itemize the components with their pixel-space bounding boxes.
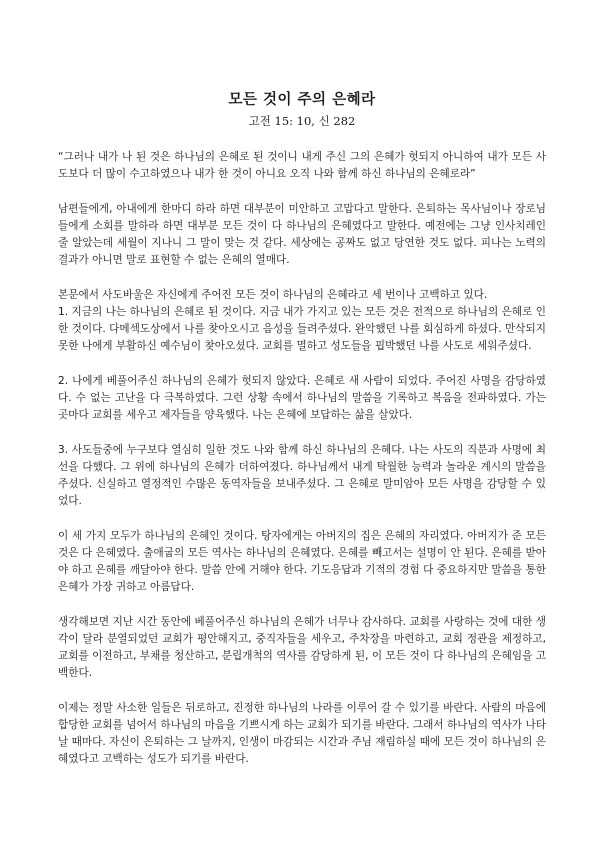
paragraph-points: [58, 287, 546, 355]
point-3: 3. 사도들중에 누구보다 열심히 일한 것도 나와 함께 하신 하나님의 은혜다. 나는 사도의 직분과 사명에 최선을 다했다. 그 위에 하나님의 은혜가 더하여졌다. 하나님께서 내게 탁월한 능력과 놀라운 계시의 말씀을 주셨다. 신실하고 열정적인 수많은 동역자들을 보내주셨다. 그 은혜로 말미암아 모든 사명을 감당할 수 있었다.: [58, 444, 546, 507]
paragraph-grace: 이 세 가지 모두가 하나님의 은혜인 것이다. 탕자에게는 아버지의 집은 은혜의 자리였다. 아버지가 준 모든 것은 다 은혜였다. 출애굽의 모든 역사는 하나님의 은혜였다. 은혜를 빼고서는 설명이 안 된다. 은혜를 받아야 하고 은혜를 깨달아야 한다. 말씀 안에 거해야 한다. 기도응답과 기적의 경험 다 중요하지만 말씀을 통한 은혜가 가장 귀하고 아름답다.: [58, 530, 546, 593]
points-intro-line: 본문에서 사도바울은 자신에게 주어진 모든 것이 하나님의 은혜라고 세 번이나 고백하고 있다.: [58, 289, 488, 301]
scripture-reference: 고전 15: 10, 신 282: [248, 114, 356, 128]
paragraph-closing: 이제는 정말 사소한 일들은 뒤로하고, 진정한 하나님의 나라를 이루어 갈 수 있기를 바란다. 사람의 마음에 합당한 교회를 넘어서 하나님의 마음을 기쁘시게 하는 교회가 되기를 바란다. 그래서 하나님의 역사가 나타날 때마다. 자신이 은퇴하는 그 날까지, 인생이 마감되는 시간과 주님 재림하실 때에 모든 것이 하나님의 은혜였다고 고백하는 성도가 되기를 바란다.: [58, 702, 546, 765]
paragraph-intro: 남편들에게, 아내에게 한마디 하라 하면 대부분이 미안하고 고맙다고 말한다. 은퇴하는 목사님이나 장로님들에게 소회를 말하라 하면 대부분 모든 것이 다 하나님의 은혜였다고 말한다. 예전에는 그냥 인사치레인 줄 알았는데 세월이 지나니 그 말이 맞는 것 같다. 세상에는 공짜도 없고 당연한 것도 없다. 피나는 노력의 결과가 아니면 말로 표현할 수 없는 은혜의 열매다.: [58, 203, 546, 266]
paragraph-gratitude: 생각해보면 지난 시간 동안에 베풀어주신 하나님의 은혜가 너무나 감사하다. 교회를 사랑하는 것에 대한 생각이 달라 분열되었던 교회가 평안해지고, 중직자들을 세우고, 주차장을 마련하고, 교회 정관을 제정하고, 교회를 이전하고, 부채를 청산하고, 분립개척의 역사를 감당하게 된, 이 모든 것이 다 하나님의 은혜임을 고백한다.: [58, 616, 546, 679]
point-1: 1. 지금의 나는 하나님의 은혜로 된 것이다. 지금 내가 가지고 있는 모든 것은 전적으로 하나님의 은혜로 인한 것이다. 다메섹도상에서 나를 찾아오시고 음성을 들려주셨다. 완악했던 나를 회심하게 하셨다. 만삭되지 못한 나에게 부활하신 예수님이 찾아오셨다. 교회를 멸하고 성도들을 핍박했던 나를 사도로 세워주셨다.: [58, 306, 546, 352]
point-2: 2. 나에게 베풀어주신 하나님의 은혜가 헛되지 않았다. 은혜로 새 사람이 되었다. 주어진 사명을 감당하였다. 수 없는 고난을 다 극복하였다. 그런 상황 속에서 하나님의 말씀을 기록하고 복음을 전파하였다. 가는 곳마다 교회를 세우고 제자들을 양육했다. 나는 은혜에 보답하는 삶을 살았다.: [58, 375, 546, 421]
sermon-title: 모든 것이 주의 은혜라: [228, 91, 376, 108]
scripture-quote: “그러나 내가 나 된 것은 하나님의 은혜로 된 것이니 내게 주신 그의 은혜가 헛되지 아니하여 내가 모든 사도보다 더 많이 수고하였으나 내가 한 것이 아니요 오직 나와 함께 하신 하나님의 은혜로라”: [58, 151, 546, 180]
